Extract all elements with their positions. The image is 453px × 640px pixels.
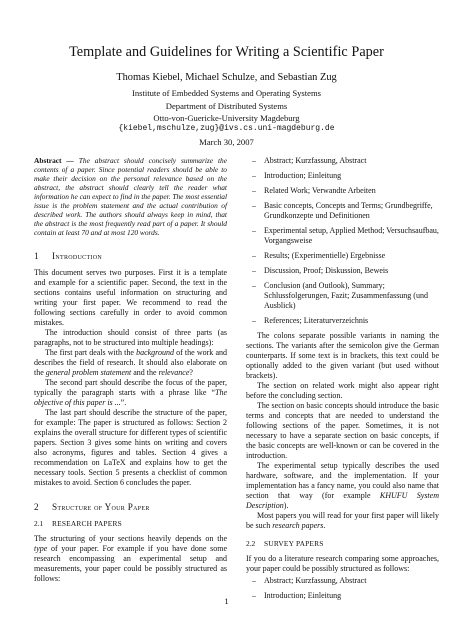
text-run: The experimental setup typically describes the used hardware, software, and the implementation. If your implementation has a fancy name, you could also name that section that way (for example (246, 461, 439, 500)
list-marker: – (252, 186, 256, 195)
list-item-text: Abstract; Kurzfassung, Abstract (264, 576, 367, 585)
emphasis-text: general problem statement (45, 368, 132, 377)
research-structure-list (246, 156, 439, 326)
list-marker: – (252, 281, 256, 290)
text-run: of the work and describes the field of research. It should also elaborate on the (34, 348, 227, 377)
right-paragraph-4 (246, 461, 439, 511)
text-run: Most papers you will read for your first paper will likely be such (246, 511, 439, 530)
section-title: Introduction (52, 251, 102, 261)
list-item (246, 251, 439, 261)
section-number: 1 (34, 251, 39, 261)
list-marker: – (252, 591, 256, 600)
emphasis-text: type (34, 544, 48, 553)
list-item-text: Results; (Experimentielle) Ergebnisse (264, 251, 386, 260)
text-run: and explains how to get the necessary tools. Section 5 presents a checklist of common mistakes to avoid. Section 6 concludes the paper. (34, 458, 227, 487)
author-emails: {kiebel,mschulze,zug}@ivs.cs.uni-magdeburg.de (118, 124, 335, 133)
abstract-block (34, 156, 227, 237)
intro-paragraph-4 (34, 378, 227, 408)
affiliation-university: Otto-von-Guericke-University Magdeburg (153, 113, 300, 123)
list-item (246, 226, 439, 246)
section-heading-introduction (34, 251, 227, 261)
list-item (246, 281, 439, 311)
text-run: ? (189, 368, 193, 377)
right-paragraph-2: The section on related work might also appear right before the concluding section. (246, 381, 439, 400)
section-title: Structure of Your Paper (52, 502, 150, 512)
list-marker: – (252, 316, 256, 325)
list-item (246, 171, 439, 181)
list-marker: – (252, 266, 256, 275)
right-column (246, 156, 439, 606)
list-item (246, 186, 439, 196)
text-run: ”. (120, 398, 127, 407)
list-item-text: Introduction; Einleitung (264, 171, 342, 180)
intro-paragraph-3 (34, 348, 227, 378)
paper-title: Template and Guidelines for Writing a Scientific Paper (69, 44, 384, 60)
text-run: The last part should describe the structure of the paper, for example: The paper is structured as follows: Section 2 explains the overall structure for different types of scientific papers. Section 3 gives some hints on writing and covers also acronyms, figures and tables. Section 4 gives a recommendation on (34, 408, 227, 467)
section-number: 2 (34, 502, 39, 512)
research-paragraph (34, 534, 227, 584)
list-marker: – (252, 156, 256, 165)
emphasis-text: KHUFU System Description (246, 491, 439, 510)
emphasis-text: background (136, 348, 174, 357)
list-item (246, 316, 439, 326)
subsection-title: SURVEY PAPERS (264, 539, 324, 548)
paper-date: March 30, 2007 (199, 137, 254, 147)
list-item-text: Related Work; Verwandte Arbeiten (264, 186, 376, 195)
list-item (246, 156, 439, 166)
subsection-number: 2.2 (246, 539, 256, 548)
text-run: The structuring of your sections heavily depends on the (34, 534, 227, 543)
list-marker: – (252, 251, 256, 260)
list-item-text: Basic concepts, Concepts and Terms; Grundbegriffe, Grundkonzepte und Definitionen (264, 201, 433, 220)
text-run: The second part should describe the focus of the paper, typically the paragraph starts with a phrase like “ (34, 378, 227, 397)
page-number: 1 (224, 596, 229, 606)
subsection-title: RESEARCH PAPERS (52, 519, 122, 528)
list-marker: – (252, 171, 256, 180)
author-list: Thomas Kiebel, Michael Schulze, and Sebastian Zug (116, 72, 337, 83)
list-item-text: Discussion, Proof; Diskussion, Beweis (264, 266, 389, 275)
list-item-text: Conclusion (and Outlook), Summary; Schlussfolgerungen, Fazit; Zusammenfassung (und Ausblick) (264, 281, 428, 310)
text-run: ). (283, 501, 289, 510)
abstract-label: Abstract — (34, 156, 74, 165)
intro-paragraph-1: This document serves two purposes. First it is a template and example for a scientific paper. Second, the text in the sections contains useful information on structuring and writing your first paper. We recommend to read the following sections carefully in order to avoid common mistakes. (34, 268, 227, 327)
list-item (246, 266, 439, 276)
left-column (34, 156, 227, 584)
subsection-number: 2.1 (34, 519, 44, 528)
emphasis-text: The objective of this paper is ... (34, 388, 227, 407)
list-item (246, 201, 439, 221)
list-marker: – (252, 201, 256, 210)
section-heading-structure (34, 502, 227, 512)
text-run: and the (131, 368, 159, 377)
list-item-text: References; Literaturverzeichnis (264, 316, 369, 325)
affiliation-institute: Institute of Embedded Systems and Operating Systems (131, 88, 322, 98)
list-marker: – (252, 226, 256, 235)
subsection-heading-research (34, 519, 227, 529)
right-paragraph-1: The colons separate possible variants in naming the sections. The variants after the semicolon give the German counterparts. If some text is in brackets, this text could be optionally added to the given variant (but used without brackets). (246, 331, 439, 380)
text-run: of your paper. For example if you have done some research encompassing an experimental setup and measurements, your paper could be possibly structured as follows: (34, 544, 227, 583)
subsection-heading-survey (246, 539, 439, 549)
list-item-text: Introduction; Einleitung (264, 591, 342, 600)
survey-paragraph: If you do a literature research comparing some approaches, your paper could be possibly structured as follows: (246, 554, 439, 573)
list-item (246, 576, 439, 586)
emphasis-text: relevance (158, 368, 190, 377)
affiliation-department: Department of Distributed Systems (165, 101, 288, 111)
emphasis-text: research papers (272, 521, 324, 530)
list-item-text: Abstract; Kurzfassung, Abstract (264, 156, 367, 165)
right-paragraph-5 (246, 511, 439, 531)
list-marker: – (252, 576, 256, 585)
text-run: The first part deals with the (45, 348, 137, 357)
intro-paragraph-5 (34, 408, 227, 488)
list-item-text: Experimental setup, Applied Method; Versuchsaufbau, Vorgangsweise (264, 226, 439, 245)
abstract-text: The abstract should concisely summarize the contents of a paper. Since potential readers should be able to make their decision on the personal relevance based on the abstract, the abstract should clearly tell the reader what information he can expect to find in the paper. The most essential issue is the problem statement and the actual contribution of described work. The authors should always keep in mind, that the abstract is the most frequently read part of a paper. It should contain at least 70 and at most 120 words. (34, 156, 227, 237)
latex-logo: LaTeX (103, 458, 126, 467)
intro-paragraph-2: The introduction should consist of three parts (as paragraphs, not to be structured into multiple headings): (34, 328, 227, 347)
right-paragraph-3: The section on basic concepts should introduce the basic terms and concepts that are needed to understand the following sections of the paper. Sometimes, it is not necessary to have a separate section on basic concepts, if the basic concepts are well-known or can be covered in the introduction. (246, 401, 439, 460)
text-run: . (323, 521, 326, 530)
